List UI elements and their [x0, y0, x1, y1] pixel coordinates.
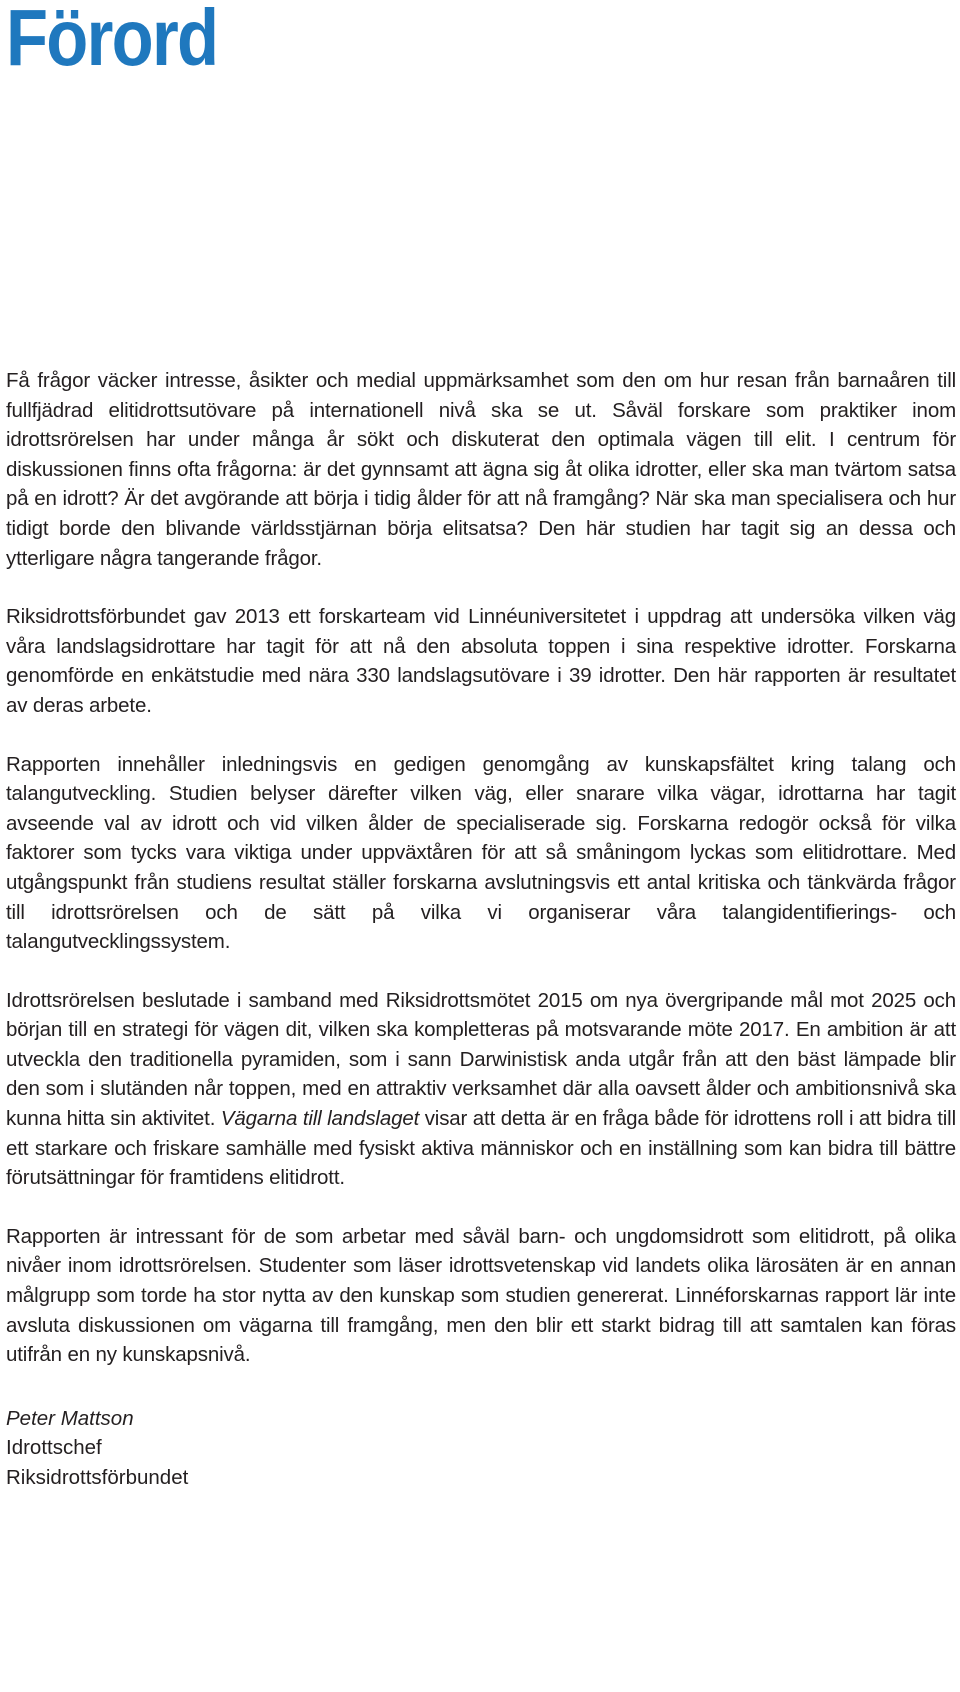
signature-name: Peter Mattson — [6, 1406, 134, 1430]
paragraph-report-content: Rapporten innehåller inledningsvis en gedigen genomgång av kunskapsfältet kring talang och talangutveckling. Studien belyser därefter vilken väg, eller snarare vilka vägar, idrottarna har tagit avseende val av idrott och vid vilken ålder de specialiserade sig. Forskarna redogör också för vilka faktorer som tycks vara viktiga under uppväxtåren för att så småningom lyckas som elitidrottare. Med utgångspunkt från studiens resultat ställer forskarna avslutningsvis ett antal kritiska och tänkvärda frågor till idrottsrörelsen och de sätt på vilka vi organiserar våra talangidentifierings- och talangutvecklingssystem. — [6, 752, 956, 954]
paragraph-audience: Rapporten är intressant för de som arbetar med såväl barn- och ungdomsidrott som elitidrott, på olika nivåer inom idrottsrörelsen. Studenter som läser idrottsvetenskap vid landets olika lärosäten är en annan målgrupp som torde ha stor nytta av den kunskap som studien genererat. Linnéforskarnas rapport lär inte avsluta diskussionen om vägarna till framgång, men den blir ett starkt bidrag till att samtalen kan föras utifrån en ny kunskapsnivå. — [6, 1224, 956, 1367]
page-title: Förord — [6, 0, 218, 82]
paragraph-commission: Riksidrottsförbundet gav 2013 ett forskarteam vid Linnéuniversitetet i uppdrag att undersöka vilken väg våra landslagsidrottare har tagit för att nå den absoluta toppen i sina respektive idrotter. Forskarna genomförde en enkätstudie med nära 330 landslagsutövare i 39 idrotter. Den här rapporten är resultatet av deras arbete. — [6, 605, 956, 717]
signature-role: Idrottschef — [6, 1436, 102, 1460]
paragraph-intro: Få frågor väcker intresse, åsikter och medial uppmärksamhet som den om hur resan från barnaåren till fullfjädrad elitidrottsutövare på internationell nivå ska se ut. Såväl forskare som praktiker inom idrottsrörelsen har under många år sökt och diskuterat den optimala vägen till elit. I centrum för diskussionen finns ofta frågorna: är det gynnsamt att ägna sig åt olika idrotter, eller ska man tvärtom satsa på en idrott? Är det avgörande att börja i tidig ålder för att nå framgång? När ska man specialisera och hur tidigt borde den blivande världsstjärnan börja elitsatsa? Den här studien har tagit sig an dessa och ytterligare några tangerande frågor. — [6, 369, 956, 570]
signature-organization: Riksidrottsförbundet — [6, 1466, 189, 1489]
paragraph-strategy — [6, 986, 956, 1193]
paragraph-strategy-text-after: visar att detta är en fråga både för idrottens roll i att bidra till ett starkare och friskare samhälle med fysiskt aktiva människor och en inställning som kan bidra till bättre förutsättningar för framtidens elitidrott. — [6, 1107, 956, 1190]
body-text — [6, 366, 956, 1493]
signature-block — [6, 1404, 956, 1493]
report-title-italic: Vägarna till landslaget — [220, 1107, 420, 1131]
paragraph-strategy-text-before: Idrottsrörelsen beslutade i samband med Riksidrottsmötet 2015 om nya övergripande mål mot 2025 och början till en strategi för vägen dit, vilken ska kompletteras på motsvarande möte 2017. En ambition är att utveckla den traditionella pyramiden, som i sann Darwinistisk anda utgår från att den bäst lämpade blir den som i slutänden når toppen, med en attraktiv verksamhet där alla oavsett ålder och ambitionsnivå ska kunna hitta sin aktivitet. — [6, 988, 956, 1131]
